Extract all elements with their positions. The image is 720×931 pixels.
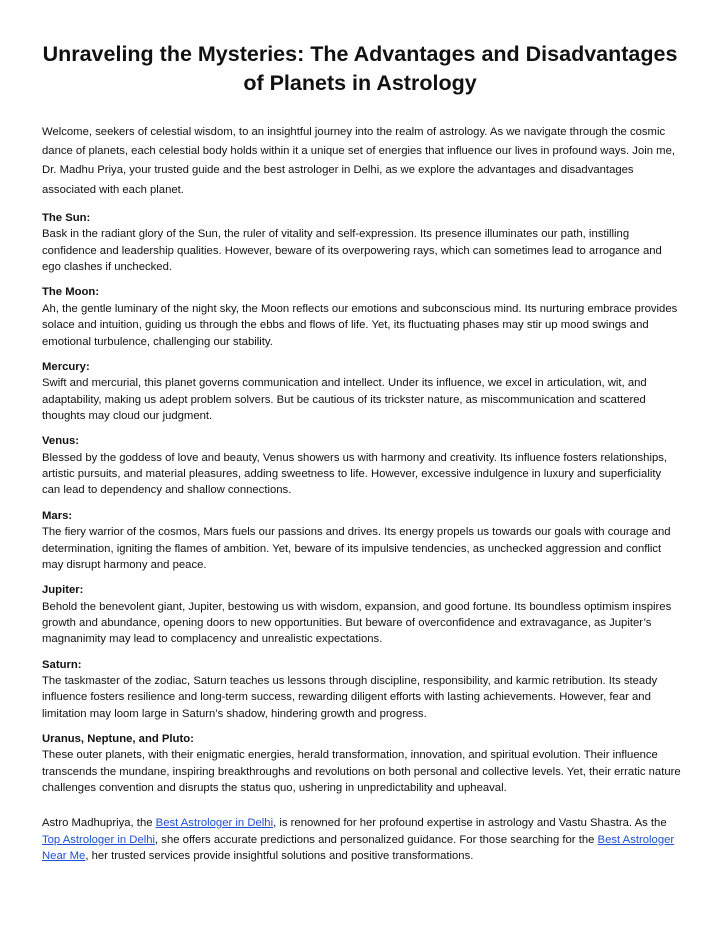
footer-text: , she offers accurate predictions and personalized guidance. For those searching for the: [155, 833, 598, 846]
section-heading: The Moon:: [42, 286, 100, 299]
section-heading: Mars:: [42, 509, 73, 522]
section-sun: [42, 210, 682, 276]
section-mars: [42, 508, 682, 574]
footer-paragraph: [42, 815, 682, 865]
footer-text: , is renowned for her profound expertise in astrology and Vastu Shastra. As the: [273, 817, 667, 829]
section-heading: Uranus, Neptune, and Pluto:: [42, 732, 194, 745]
section-text: These outer planets, with their enigmatic energies, herald transformation, innovation, and spiritual evolution. Their influence transcends the mundane, inspiring breakthroughs and revolutions on both personal and collective levels. Yet, their erratic nature challenges convention and disrupts the status quo, ushering in unpredictability and upheaval.: [42, 749, 681, 795]
section-outer-planets: [42, 731, 682, 797]
planet-sections: [42, 210, 682, 805]
section-text: Ah, the gentle luminary of the night sky, the Moon reflects our emotions and subconscious mind. Its nurturing embrace provides solace and intuition, guiding us through the ebbs and flows of life. Yet, its fluctuating phases may stir up mood swings and emotional turbulence, challenging our stability.: [42, 302, 678, 348]
top-astrologer-in-delhi-link[interactable]: Top Astrologer in Delhi: [42, 833, 156, 846]
section-venus: [42, 433, 682, 499]
page-title: Unraveling the Mysteries: The Advantages and Disadvantages of Planets in Astrology: [42, 42, 678, 95]
section-moon: [42, 284, 682, 350]
section-text: The fiery warrior of the cosmos, Mars fuels our passions and drives. Its energy propels us towards our goals with courage and determination, igniting the flames of ambition. Yet, beware of its impulsive tendencies, as unchecked aggression and conflict may disrupt harmony and peace.: [42, 526, 671, 571]
section-mercury: [42, 359, 682, 425]
section-heading: Mercury:: [42, 360, 90, 373]
section-text: Swift and mercurial, this planet governs communication and intellect. Under its influence, we excel in articulation, wit, and adaptability, making us adept problem solvers. But be cautious of its trickster nature, as miscommunication and scattered thoughts may cloud our judgment.: [42, 377, 647, 423]
section-heading: The Sun:: [42, 212, 91, 224]
section-text: Bask in the radiant glory of the Sun, the ruler of vitality and self-expression. Its presence illuminates our path, instilling confidence and leadership qualities. However, beware of its overpowering rays, which can sometimes lead to arrogance and ego clashes if unchecked.: [42, 228, 662, 274]
intro-paragraph: Welcome, seekers of celestial wisdom, to an insightful journey into the realm of astrology. As we navigate through the cosmic dance of planets, each celestial body holds within it a unique set of energies that influence our lives in profound ways. Join me, Dr. Madhu Priya, your trusted guide and the best astrologer in Delhi, as we explore the advantages and disadvantages associated with each planet.: [42, 126, 676, 196]
section-text: Behold the benevolent giant, Jupiter, bestowing us with wisdom, expansion, and good fortune. Its boundless optimism inspires growth and abundance, opening doors to new opportunities. But beware of overconfidence and extravagance, as Jupiter’s magnanimity may lead to complacency and unrealistic expectations.: [42, 600, 672, 646]
best-astrologer-near-me-link[interactable]: Best Astrologer Near Me: [42, 833, 675, 862]
section-saturn: [42, 657, 682, 723]
section-heading: Venus:: [42, 435, 80, 448]
section-text: Blessed by the goddess of love and beauty, Venus showers us with harmony and creativity. Its influence fosters relationships, artistic pursuits, and material pleasures, adding sweetness to life. However, excessive indulgence in luxury and superficiality can lead to dependency and shallow connections.: [42, 451, 668, 497]
section-heading: Saturn:: [42, 658, 82, 671]
section-jupiter: [42, 582, 682, 648]
section-heading: Jupiter:: [42, 584, 84, 597]
section-text: The taskmaster of the zodiac, Saturn teaches us lessons through discipline, responsibility, and karmic retribution. Its steady influence fosters resilience and long-term success, rewarding diligent efforts with lasting achievements. However, fear and limitation may loom large in Saturn’s shadow, hindering growth and progress.: [42, 674, 658, 720]
footer-text: Astro Madhupriya, the: [42, 817, 156, 829]
best-astrologer-in-delhi-link[interactable]: Best Astrologer in Delhi: [155, 817, 274, 829]
footer-text: , her trusted services provide insightful solutions and positive transformations.: [85, 850, 474, 862]
